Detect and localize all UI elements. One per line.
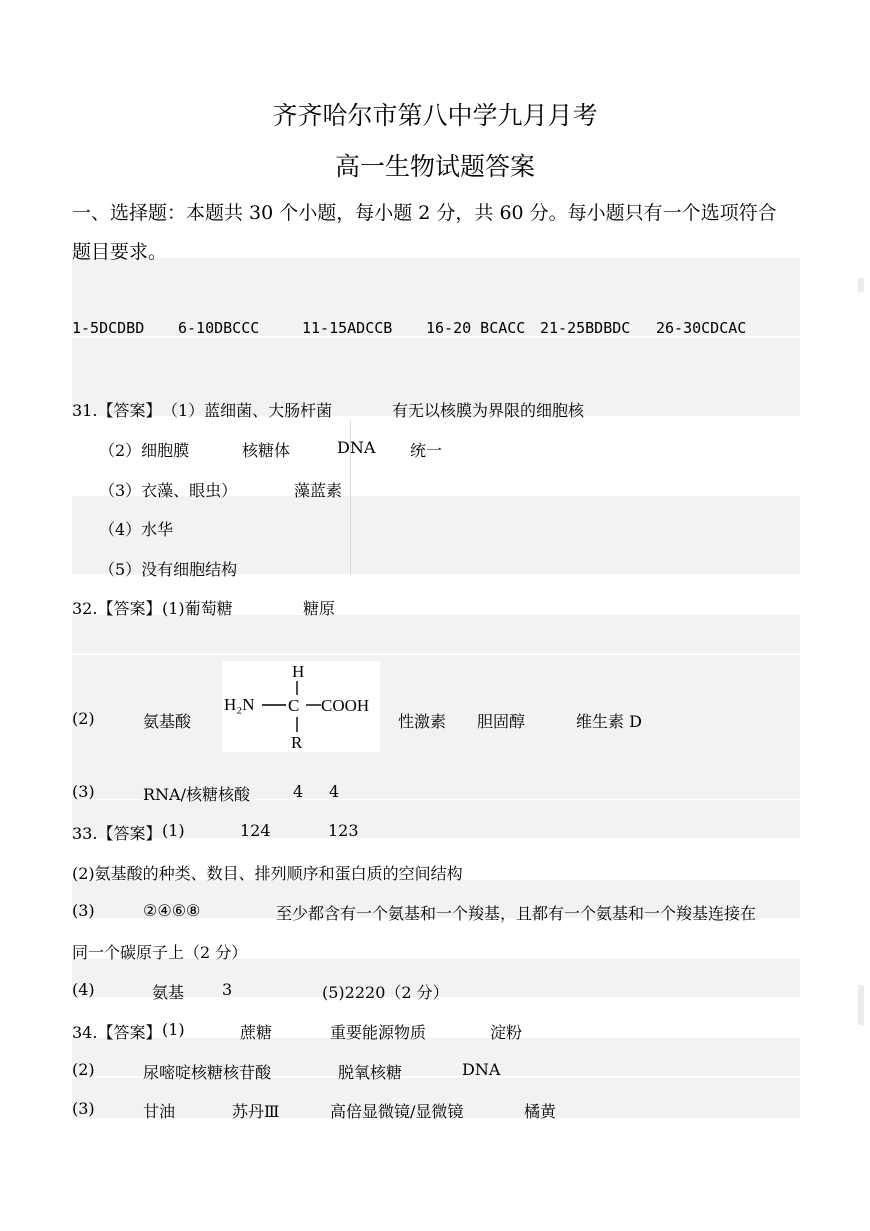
q34-answer: 尿嘧啶核糖核苷酸 (143, 1063, 272, 1082)
amino-acid-structure (222, 661, 380, 752)
q34-answer: DNA (462, 1060, 501, 1079)
mc-answer: 16-20 BCACC (426, 319, 526, 337)
q33-label: 33.【答案】 (72, 824, 162, 843)
mc-answer: 1-5DCDBD (72, 319, 145, 337)
q32-answer: 胆固醇 (477, 712, 526, 731)
q31-answer: （1）蓝细菌、大肠杆菌 (162, 401, 333, 420)
table-band (72, 615, 800, 653)
q34-answer: 脱氧核糖 (338, 1063, 403, 1082)
q34-answer: 重要能源物质 (330, 1023, 427, 1042)
q31-answer: （4）水华 (99, 520, 174, 539)
q33-answer: 3 (222, 980, 233, 999)
q33-answer: (4) (72, 980, 95, 999)
q32-answer: 糖原 (303, 599, 336, 618)
q32-answer: 维生素 D (576, 712, 642, 731)
q34-answer: 苏丹Ⅲ (232, 1102, 280, 1121)
q31-label: 31.【答案】 (72, 401, 162, 420)
page-title: 齐齐哈尔市第八中学九月月考 (272, 101, 598, 130)
q34-answer: 甘油 (143, 1102, 176, 1121)
q34-answer: (2) (72, 1060, 95, 1079)
section-heading-cont: 题目要求。 (72, 241, 168, 263)
q34-answer: (1) (162, 1020, 185, 1039)
q32-answer: RNA/核糖核酸 (143, 785, 250, 804)
q32-answer: (3) (72, 782, 95, 801)
mc-answer: 6-10DBCCC (178, 319, 260, 337)
q33-answer: (2)氨基酸的种类、数目、排列顺序和蛋白质的空间结构 (72, 864, 463, 883)
q31-answer: DNA (337, 438, 376, 457)
structure-bottom-group: R (291, 733, 303, 752)
q32-answer: 氨基酸 (143, 712, 192, 731)
q32-answer: (2) (72, 709, 95, 728)
q33-answer: 至少都含有一个氨基和一个羧基，且都有一个氨基和一个羧基连接在 (276, 904, 757, 923)
q31-answer: （5）没有细胞结构 (99, 560, 238, 579)
q33-answer: 124 (240, 821, 271, 840)
structure-right-group: COOH (321, 696, 370, 715)
page-edge-mark (858, 985, 864, 1025)
mc-answer: 21-25BDBDC (540, 319, 631, 337)
q33-answer: 氨基 (152, 983, 185, 1002)
q31-answer: 统一 (410, 441, 443, 460)
q31-answer: 藻蓝素 (294, 481, 343, 500)
q33-answer: (1) (162, 821, 185, 840)
q33-answer: (5)2220（2 分） (322, 983, 449, 1002)
structure-center-atom: C (288, 696, 300, 715)
q33-answer: 123 (328, 821, 359, 840)
q33-answer: 同一个碳原子上（2 分） (72, 943, 248, 962)
q32-answer: 性激素 (398, 712, 447, 731)
q34-answer: 高倍显微镜/显微镜 (330, 1102, 464, 1121)
q32-answer: (1)葡萄糖 (162, 599, 233, 618)
q34-label: 34.【答案】 (72, 1023, 162, 1042)
q33-answer: ②④⑥⑧ (143, 901, 201, 920)
q32-answer: 4 (329, 782, 340, 801)
q31-answer: （3）衣藻、眼虫） (99, 481, 238, 500)
mc-answer: 26-30CDCAC (656, 319, 747, 337)
q32-answer: 4 (293, 782, 304, 801)
mc-answer: 11-15ADCCB (302, 319, 393, 337)
q34-answer: (3) (72, 1099, 95, 1118)
page-edge-mark (858, 278, 864, 292)
page-subtitle: 高一生物试题答案 (334, 152, 535, 181)
q31-answer: 有无以核膜为界限的细胞核 (392, 401, 585, 420)
q31-answer: （2）细胞膜 (99, 441, 190, 460)
q31-answer: 核糖体 (242, 441, 291, 460)
q34-answer: 淀粉 (490, 1023, 523, 1042)
structure-top-atom: H (292, 662, 305, 681)
structure-left-group: H₂N (224, 695, 255, 714)
section-heading: 一、选择题：本题共 30 个小题，每小题 2 分，共 60 分。每小题只有一个选项符合 (72, 202, 777, 224)
q33-answer: (3) (72, 901, 95, 920)
q32-label: 32.【答案】 (72, 599, 162, 618)
q34-answer: 蔗糖 (240, 1023, 273, 1042)
q34-answer: 橘黄 (524, 1102, 557, 1121)
